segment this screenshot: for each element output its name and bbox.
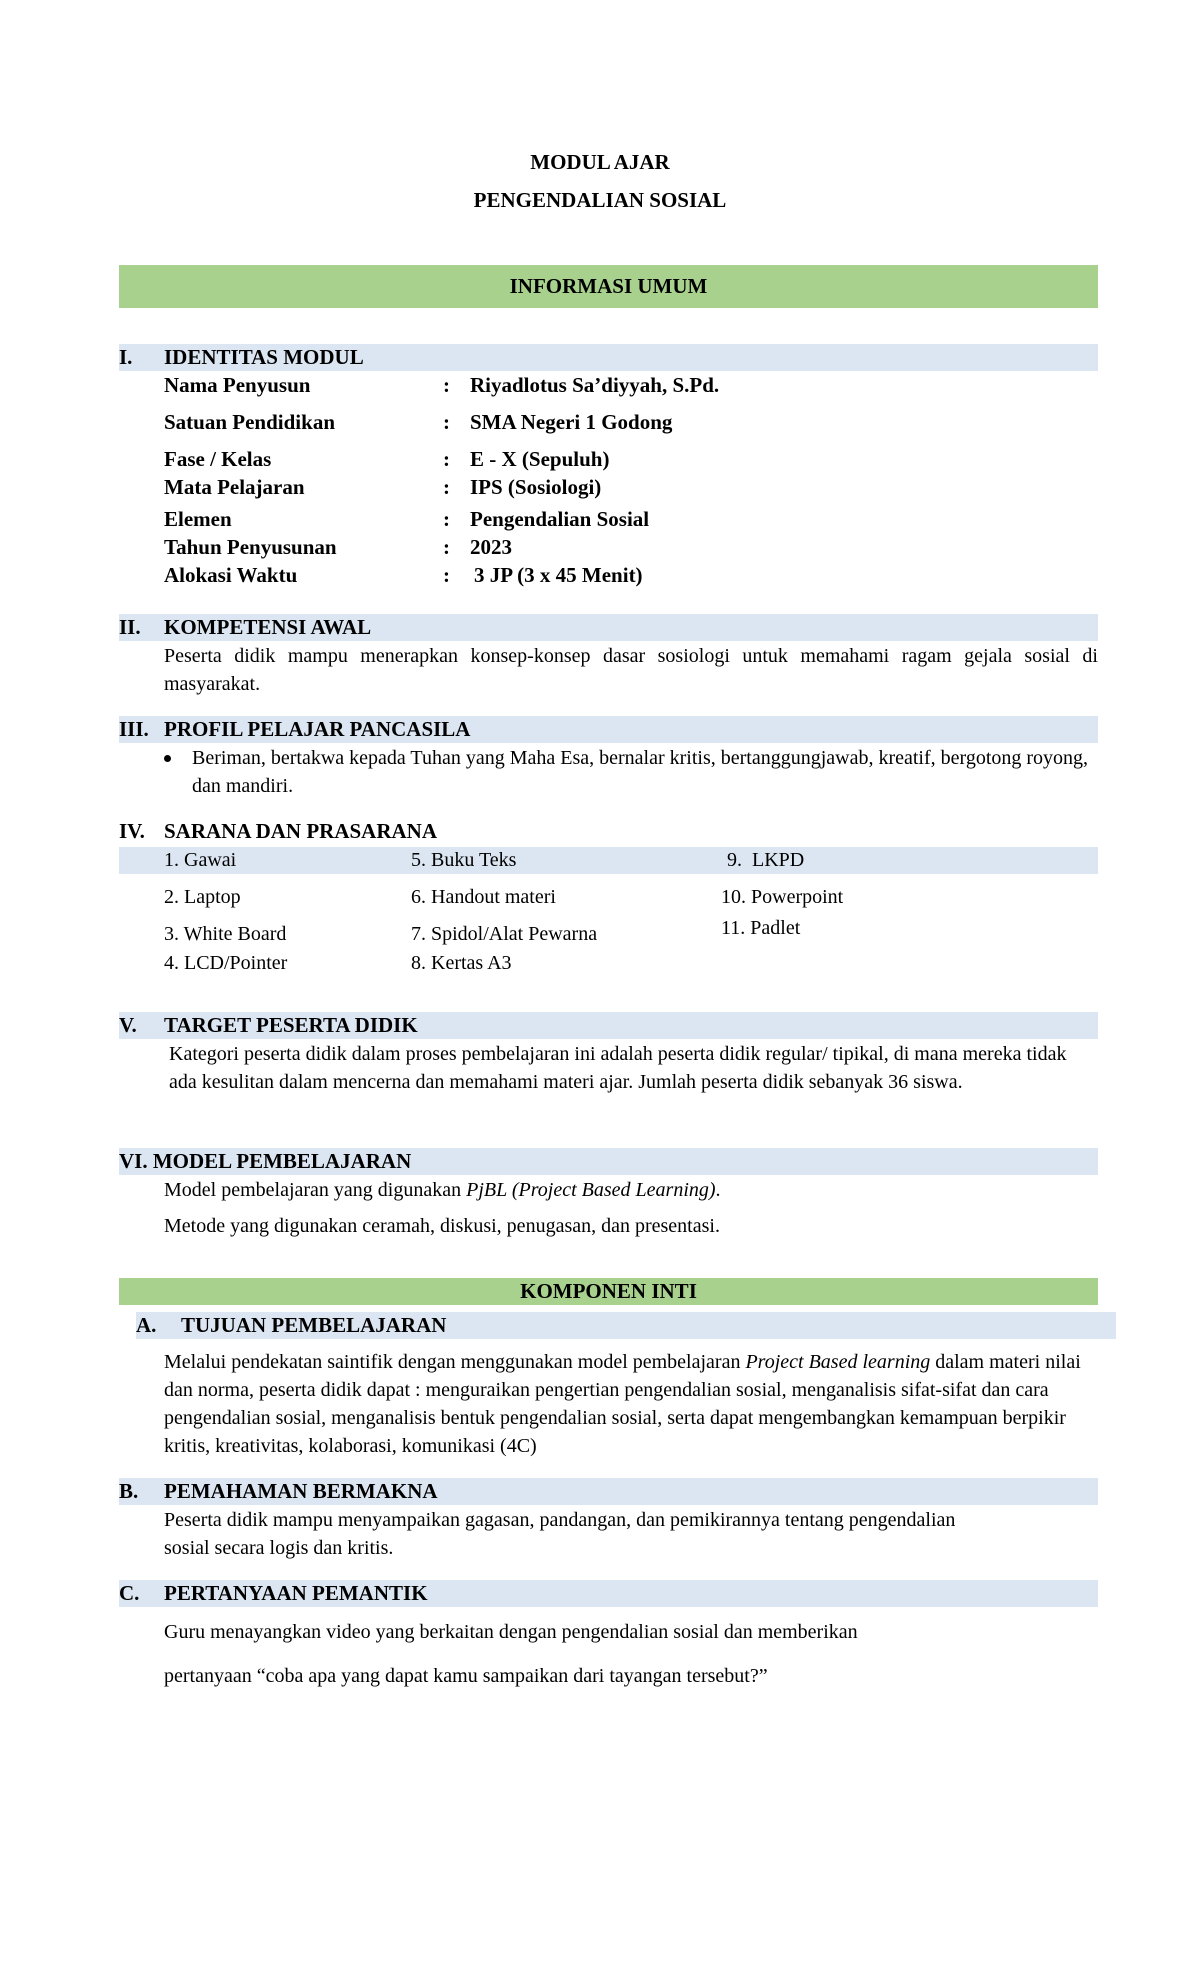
row-value: Riyadlotus Sa’diyyah, S.Pd. (470, 373, 720, 397)
section-title: TARGET PESERTA DIDIK (164, 1013, 418, 1037)
row-value: Pengendalian Sosial (470, 507, 650, 531)
identitas-section-heading (119, 344, 364, 371)
informasi-umum-heading: INFORMASI UMUM (119, 265, 1098, 308)
section-title: IDENTITAS MODUL (164, 345, 364, 369)
row-colon: : (443, 475, 450, 499)
section-title: PEMAHAMAN BERMAKNA (164, 1479, 438, 1503)
section-number: II. (119, 615, 141, 639)
sarana-first-row-bar (119, 847, 1098, 874)
pemahaman-text: Peserta didik mampu menyampaikan gagasan, pandangan, dan pemikirannya tentang pengendalian sosial secara logis dan kritis. (164, 1509, 956, 1559)
row-value: E - X (Sepuluh) (470, 447, 610, 471)
document-title: MODUL AJAR (530, 150, 670, 174)
tujuan-model-italic: Project Based learning (745, 1351, 931, 1373)
section-title: PERTANYAAN PEMANTIK (164, 1581, 428, 1605)
sarana-item: 3. White Board (164, 923, 287, 945)
row-colon: : (443, 410, 450, 434)
kompetensi-text: Peserta didik mampu menerapkan konsep-konsep dasar sosiologi untuk memahami ragam gejala sosial di masyarakat. (164, 645, 1098, 695)
pertanyaan-line: Guru menayangkan video yang berkaitan dengan pengendalian sosial dan memberikan (164, 1621, 858, 1643)
sarana-item: 7. Spidol/Alat Pewarna (411, 923, 598, 945)
bullet-text: Beriman, bertakwa kepada Tuhan yang Maha Esa, bernalar kritis, bertanggungjawab, kreatif, bergotong royong, dan mandiri. (192, 747, 1089, 797)
model-section-heading: VI. MODEL PEMBELAJARAN (119, 1149, 412, 1173)
tujuan-text-end: dalam materi nilai dan norma, peserta didik dapat : menguraikan pengertian pengendalian sosial, menganalisis sifat-sifat dan cara pengendalian sosial, menganalisis bentuk pengendalian sosial, serta dapat mengembangkan kemampuan berpikir kritis, kreativitas, kolaborasi, komunikasi (4C) (164, 1351, 1081, 1457)
row-label: Satuan Pendidikan (164, 410, 335, 434)
sarana-item: 9. LKPD (727, 849, 805, 871)
tujuan-text-start: Melalui pendekatan saintifik dengan menggunakan model pembelajaran (164, 1351, 746, 1373)
sarana-item: 11. Padlet (721, 917, 801, 939)
row-label: Nama Penyusun (164, 373, 311, 397)
profil-bullet-item (164, 744, 1098, 800)
kompetensi-section-heading (119, 614, 371, 641)
tujuan-section-heading (136, 1312, 446, 1339)
row-label: Fase / Kelas (164, 447, 272, 471)
row-colon: : (443, 563, 450, 587)
model-text-end: . (715, 1179, 721, 1201)
section-number: A. (136, 1313, 157, 1337)
section-number: III. (119, 717, 149, 741)
sarana-item: 2. Laptop (164, 886, 241, 908)
section-number: IV. (119, 819, 145, 843)
model-line (164, 1176, 1098, 1204)
section-title: SARANA DAN PRASARANA (164, 819, 438, 843)
komponen-inti-heading: KOMPONEN INTI (119, 1278, 1098, 1305)
document-subtitle: PENGENDALIAN SOSIAL (473, 188, 727, 212)
section-number: V. (119, 1013, 137, 1037)
row-label: Elemen (164, 507, 232, 531)
row-colon: : (443, 373, 450, 397)
row-colon: : (443, 447, 450, 471)
section-number: B. (119, 1479, 139, 1503)
row-label: Tahun Penyusunan (164, 535, 337, 559)
target-text: Kategori peserta didik dalam proses pembelajaran ini adalah peserta didik regular/ tipikal, di mana mereka tidak ada kesulitan dalam mencerna dan memahami materi ajar. Jumlah peserta didik sebanyak 36 siswa. (169, 1043, 1067, 1093)
section-number: I. (119, 345, 133, 369)
sarana-item: 6. Handout materi (411, 886, 556, 908)
sarana-item: 10. Powerpoint (721, 886, 844, 908)
pertanyaan-line: pertanyaan “coba apa yang dapat kamu sampaikan dari tayangan tersebut?” (164, 1665, 768, 1687)
row-colon: : (443, 507, 450, 531)
row-value: SMA Negeri 1 Godong (470, 410, 673, 434)
target-section-heading (119, 1012, 418, 1039)
row-value: 3 JP (3 x 45 Menit) (474, 563, 643, 587)
bullet-dot-icon (164, 755, 171, 762)
section-title: TUJUAN PEMBELAJARAN (181, 1313, 447, 1337)
profil-section-heading (119, 716, 470, 743)
row-value: IPS (Sosiologi) (470, 475, 602, 499)
pertanyaan-section-heading (119, 1580, 428, 1607)
pemahaman-section-heading (119, 1478, 438, 1505)
sarana-item: 1. Gawai (164, 849, 237, 871)
sarana-item: 5. Buku Teks (411, 849, 517, 871)
sarana-section-heading (119, 818, 437, 845)
sarana-item: 8. Kertas A3 (411, 952, 512, 974)
section-title: PROFIL PELAJAR PANCASILA (164, 717, 471, 741)
model-name-italic: PjBL (Project Based Learning) (466, 1179, 716, 1201)
section-number: C. (119, 1581, 140, 1605)
row-value: 2023 (470, 535, 512, 559)
model-text: Model pembelajaran yang digunakan (164, 1179, 467, 1201)
section-title: KOMPETENSI AWAL (164, 615, 372, 639)
metode-line: Metode yang digunakan ceramah, diskusi, penugasan, dan presentasi. (164, 1215, 720, 1237)
row-label: Alokasi Waktu (164, 563, 298, 587)
tujuan-text (164, 1348, 1098, 1460)
sarana-item: 4. LCD/Pointer (164, 952, 288, 974)
row-colon: : (443, 535, 450, 559)
row-label: Mata Pelajaran (164, 475, 305, 499)
